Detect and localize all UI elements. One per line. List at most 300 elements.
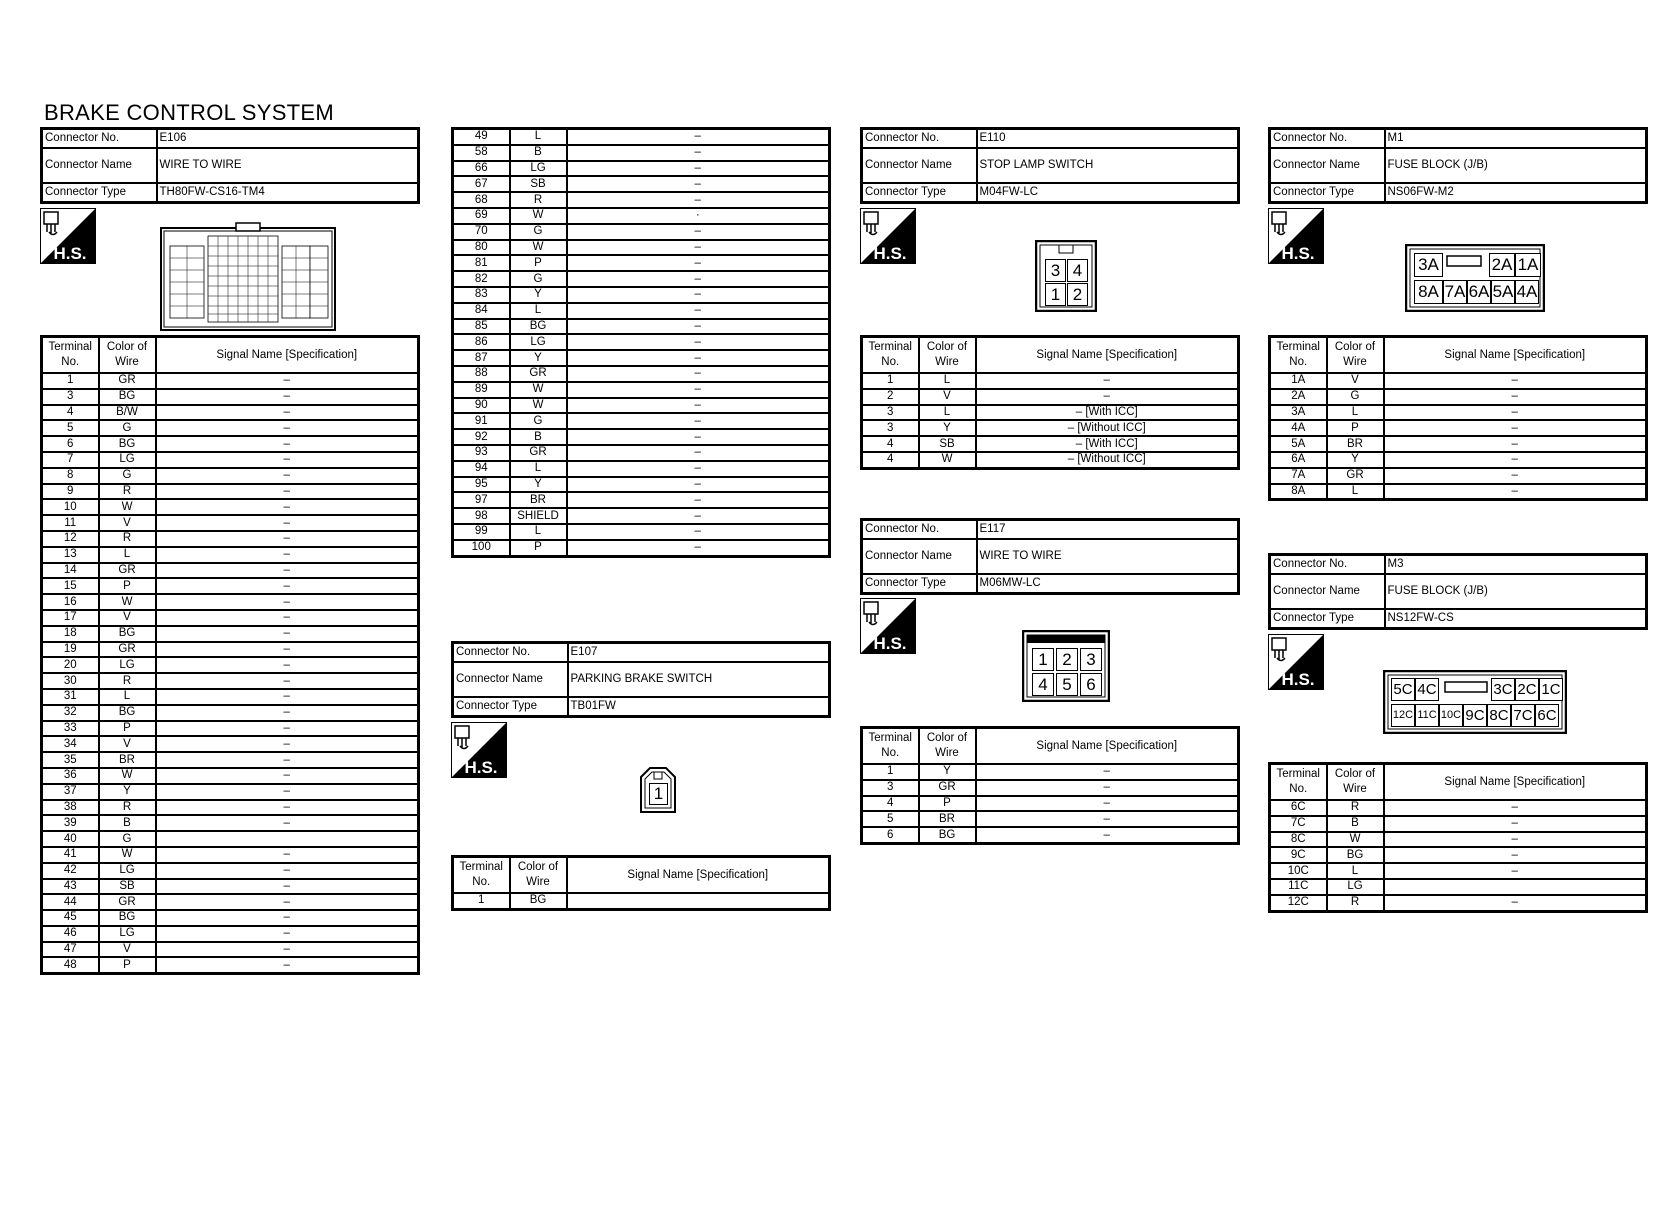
signal-name-cell: – — [567, 366, 830, 382]
terminal-row — [453, 334, 830, 350]
wire-color-cell: B — [1327, 816, 1384, 832]
terminal-no-cell: 69 — [453, 208, 510, 224]
terminal-no-cell: 43 — [42, 879, 99, 895]
wire-color-cell: P — [510, 255, 567, 271]
terminal-row — [453, 129, 830, 145]
terminal-row — [42, 547, 419, 563]
pin-1: 1 — [1032, 648, 1054, 671]
signal-name-cell: – — [156, 484, 419, 500]
terminal-row — [453, 413, 830, 429]
terminal-no-cell: 4 — [862, 436, 919, 452]
terminal-no-cell: 70 — [453, 224, 510, 240]
terminal-row — [862, 811, 1239, 827]
signal-name-cell: – — [156, 373, 419, 389]
signal-name-cell: – — [1384, 452, 1647, 468]
terminal-row — [42, 705, 419, 721]
signal-name-cell: – — [976, 373, 1239, 389]
wire-color-cell: BG — [99, 626, 156, 642]
wire-color-cell: GR — [1327, 468, 1384, 484]
e107-terminal-table — [451, 855, 831, 911]
connector-type-value: M06MW-LC — [977, 574, 1239, 594]
terminal-table — [1268, 335, 1648, 501]
m3-terminal-table — [1268, 762, 1648, 913]
terminal-row — [42, 800, 419, 816]
terminal-no-cell: 3 — [42, 389, 99, 405]
signal-name-cell: – — [156, 420, 419, 436]
signal-name-cell: – — [156, 452, 419, 468]
terminal-row — [453, 429, 830, 445]
signal-name-cell: – — [567, 303, 830, 319]
terminal-row — [862, 827, 1239, 843]
color-header: Color of Wire — [99, 337, 156, 374]
terminal-row — [862, 420, 1239, 436]
signal-name-cell: – — [156, 847, 419, 863]
terminal-no-cell: 42 — [42, 863, 99, 879]
connector-name-label: Connector Name — [42, 148, 157, 183]
m1-terminal-table — [1268, 335, 1648, 501]
terminal-row — [42, 436, 419, 452]
signal-name-cell: – — [1384, 895, 1647, 911]
terminal-no-cell: 11 — [42, 515, 99, 531]
signal-name-cell: – — [156, 578, 419, 594]
pin-2a: 2A — [1489, 253, 1515, 277]
signal-name-cell: – [Without ICC] — [976, 452, 1239, 468]
connector-no-label: Connector No. — [42, 129, 157, 149]
terminal-rows — [862, 764, 1239, 843]
terminal-table — [860, 335, 1240, 470]
terminal-no-cell: 88 — [453, 366, 510, 382]
terminal-table — [451, 127, 831, 558]
signal-name-cell: – — [156, 515, 419, 531]
connector-type-value: M04FW-LC — [977, 183, 1239, 203]
signal-name-cell: – — [1384, 468, 1647, 484]
svg-text:H.S.: H.S. — [464, 758, 498, 777]
svg-text:H.S.: H.S. — [53, 244, 87, 263]
pin-6a: 6A — [1467, 280, 1491, 304]
wire-color-cell: B — [510, 145, 567, 161]
wire-color-cell: W — [99, 499, 156, 515]
terminal-row — [453, 240, 830, 256]
terminal-no-cell: 12 — [42, 531, 99, 547]
terminal-row — [42, 752, 419, 768]
terminal-no-cell: 87 — [453, 350, 510, 366]
terminal-no-cell: 81 — [453, 255, 510, 271]
signal-name-cell: – — [567, 129, 830, 145]
wire-color-cell: L — [1327, 484, 1384, 500]
terminal-no-cell: 6A — [1270, 452, 1327, 468]
connector-type-value: NS06FW-M2 — [1385, 183, 1647, 203]
wire-color-cell: SB — [919, 436, 976, 452]
signal-name-cell: – — [156, 547, 419, 563]
terminal-rows — [1270, 373, 1647, 500]
signal-name-cell: – — [567, 240, 830, 256]
terminal-no-header: Terminal No. — [453, 857, 510, 894]
terminal-row — [42, 673, 419, 689]
pin-10c: 10C — [1439, 704, 1463, 727]
e107-connector-face-diagram — [638, 765, 678, 815]
wire-color-cell: B — [510, 429, 567, 445]
terminal-no-cell: 38 — [42, 800, 99, 816]
wire-color-cell: BG — [99, 705, 156, 721]
connector-type-value: TB01FW — [568, 697, 830, 717]
terminal-row — [42, 926, 419, 942]
terminal-no-cell: 83 — [453, 287, 510, 303]
terminal-no-cell: 2 — [862, 389, 919, 405]
terminal-no-cell: 90 — [453, 398, 510, 414]
signal-name-cell: – — [156, 800, 419, 816]
signal-name-cell: – — [976, 796, 1239, 812]
terminal-no-cell: 1 — [862, 764, 919, 780]
terminal-no-cell: 6 — [862, 827, 919, 843]
terminal-table — [860, 726, 1240, 845]
terminal-row — [1270, 373, 1647, 389]
terminal-row — [453, 161, 830, 177]
e106-connector-face-diagram — [160, 222, 336, 337]
pin-11c: 11C — [1415, 704, 1439, 727]
terminal-no-header: Terminal No. — [1270, 337, 1327, 374]
signal-name-cell: – — [156, 563, 419, 579]
signal-name-cell: – — [156, 894, 419, 910]
wire-color-cell: Y — [919, 420, 976, 436]
wire-color-cell: G — [99, 831, 156, 847]
terminal-no-cell: 45 — [42, 910, 99, 926]
terminal-no-header: Terminal No. — [1270, 764, 1327, 801]
terminal-row — [862, 764, 1239, 780]
e110-connector-face-diagram — [1035, 240, 1097, 312]
terminal-row — [1270, 420, 1647, 436]
connector-name-value: STOP LAMP SWITCH — [977, 148, 1239, 183]
connector-m1 — [1268, 127, 1648, 204]
terminal-no-cell: 4 — [42, 405, 99, 421]
terminal-rows — [42, 373, 419, 974]
connector-no-label: Connector No. — [1270, 555, 1385, 575]
wire-color-cell: Y — [99, 784, 156, 800]
signal-name-cell: – — [156, 957, 419, 973]
terminal-row — [42, 610, 419, 626]
terminal-no-cell: 33 — [42, 721, 99, 737]
signal-name-cell: – — [567, 350, 830, 366]
terminal-table — [451, 855, 831, 911]
wire-color-cell: W — [919, 452, 976, 468]
svg-text:H.S.: H.S. — [873, 634, 907, 653]
wire-color-cell: GR — [99, 563, 156, 579]
connector-no-value: E110 — [977, 129, 1239, 149]
connector-name-label: Connector Name — [862, 539, 977, 574]
terminal-no-cell: 89 — [453, 382, 510, 398]
wire-color-cell: GR — [919, 780, 976, 796]
signal-name-cell: – — [1384, 484, 1647, 500]
terminal-row — [1270, 832, 1647, 848]
wire-color-cell: V — [99, 736, 156, 752]
terminal-no-cell: 6C — [1270, 800, 1327, 816]
terminal-no-cell: 13 — [42, 547, 99, 563]
signal-name-cell — [156, 831, 419, 847]
connector-name-value: FUSE BLOCK (J/B) — [1385, 574, 1647, 609]
terminal-row — [453, 893, 830, 909]
terminal-row — [42, 499, 419, 515]
terminal-row — [42, 942, 419, 958]
signal-name-cell: – — [156, 736, 419, 752]
signal-name-cell: – — [156, 752, 419, 768]
wire-color-cell: L — [510, 129, 567, 145]
connector-type-label: Connector Type — [1270, 609, 1385, 629]
connector-name-value: PARKING BRAKE SWITCH — [568, 662, 830, 697]
pin-6: 6 — [1080, 673, 1102, 696]
wire-color-cell: R — [1327, 800, 1384, 816]
terminal-row — [1270, 800, 1647, 816]
terminal-row — [862, 796, 1239, 812]
terminal-no-cell: 41 — [42, 847, 99, 863]
wire-color-cell: L — [510, 524, 567, 540]
terminal-row — [862, 373, 1239, 389]
wire-color-cell: W — [1327, 832, 1384, 848]
terminal-no-cell: 14 — [42, 563, 99, 579]
terminal-table — [1268, 762, 1648, 913]
terminal-row — [1270, 879, 1647, 895]
terminal-no-cell: 93 — [453, 445, 510, 461]
terminal-row — [453, 224, 830, 240]
terminal-row — [453, 398, 830, 414]
signal-name-cell: – — [567, 398, 830, 414]
terminal-row — [42, 420, 419, 436]
terminal-no-cell: 8 — [42, 468, 99, 484]
terminal-no-cell: 9C — [1270, 847, 1327, 863]
terminal-no-cell: 32 — [42, 705, 99, 721]
terminal-row — [42, 515, 419, 531]
pin-1c: 1C — [1539, 678, 1563, 701]
terminal-no-cell: 8A — [1270, 484, 1327, 500]
wire-color-cell: V — [919, 389, 976, 405]
signal-name-cell: – — [156, 389, 419, 405]
terminal-no-cell: 99 — [453, 524, 510, 540]
wire-color-cell: BR — [919, 811, 976, 827]
terminal-no-cell: 34 — [42, 736, 99, 752]
terminal-no-cell: 17 — [42, 610, 99, 626]
signal-header: Signal Name [Specification] — [976, 728, 1239, 765]
connector-no-label: Connector No. — [453, 643, 568, 663]
signal-name-cell: – — [567, 540, 830, 556]
signal-header: Signal Name [Specification] — [156, 337, 419, 374]
wire-color-cell: P — [919, 796, 976, 812]
terminal-row — [453, 145, 830, 161]
signal-header: Signal Name [Specification] — [1384, 337, 1647, 374]
wire-color-cell: BG — [99, 910, 156, 926]
terminal-no-cell: 4 — [862, 452, 919, 468]
connector-name-label: Connector Name — [862, 148, 977, 183]
terminal-no-cell: 85 — [453, 319, 510, 335]
terminal-row — [42, 831, 419, 847]
terminal-row — [453, 445, 830, 461]
signal-name-cell: – — [1384, 800, 1647, 816]
wire-color-cell: Y — [510, 287, 567, 303]
connector-info-table — [860, 127, 1240, 204]
connector-info-table — [451, 641, 831, 718]
connector-info-table — [40, 127, 420, 204]
terminal-no-cell: 3 — [862, 405, 919, 421]
pin-1: 1 — [1045, 283, 1066, 306]
terminal-row — [1270, 895, 1647, 911]
terminal-no-cell: 10 — [42, 499, 99, 515]
terminal-row — [42, 736, 419, 752]
terminal-no-cell: 84 — [453, 303, 510, 319]
terminal-row — [1270, 863, 1647, 879]
wire-color-cell: L — [919, 373, 976, 389]
terminal-no-cell: 2A — [1270, 389, 1327, 405]
harness-side-icon — [860, 208, 916, 264]
wire-color-cell: W — [99, 594, 156, 610]
wire-color-cell: LG — [99, 657, 156, 673]
wire-color-cell: GR — [510, 366, 567, 382]
terminal-row — [862, 389, 1239, 405]
connector-name-value: FUSE BLOCK (J/B) — [1385, 148, 1647, 183]
wire-color-cell: G — [99, 468, 156, 484]
connector-e107 — [451, 641, 831, 718]
connector-name-value: WIRE TO WIRE — [977, 539, 1239, 574]
signal-name-cell — [1384, 879, 1647, 895]
wire-color-cell: W — [510, 208, 567, 224]
harness-side-icon — [1268, 208, 1324, 264]
page-title: BRAKE CONTROL SYSTEM — [44, 100, 335, 125]
terminal-rows — [862, 373, 1239, 468]
wire-color-cell: G — [510, 413, 567, 429]
terminal-row — [42, 389, 419, 405]
terminal-row — [1270, 436, 1647, 452]
terminal-row — [42, 910, 419, 926]
pin-3c: 3C — [1491, 678, 1515, 701]
wire-color-cell: P — [510, 540, 567, 556]
terminal-row — [42, 531, 419, 547]
wire-color-cell: BG — [510, 893, 567, 909]
terminal-row — [42, 689, 419, 705]
signal-name-cell: – — [1384, 847, 1647, 863]
signal-name-cell: – — [567, 145, 830, 161]
color-header: Color of Wire — [1327, 337, 1384, 374]
signal-name-cell: – — [976, 764, 1239, 780]
terminal-rows — [453, 129, 830, 557]
signal-name-cell: – — [567, 192, 830, 208]
wire-color-cell: BG — [99, 436, 156, 452]
pin-8c: 8C — [1487, 704, 1511, 727]
pin-12c: 12C — [1391, 704, 1415, 727]
wire-color-cell: BR — [99, 752, 156, 768]
terminal-no-cell: 95 — [453, 477, 510, 493]
terminal-no-cell: 68 — [453, 192, 510, 208]
wire-color-cell: BR — [510, 492, 567, 508]
wire-color-cell: BG — [1327, 847, 1384, 863]
signal-name-cell: – — [156, 610, 419, 626]
terminal-no-cell: 16 — [42, 594, 99, 610]
terminal-no-cell: 1A — [1270, 373, 1327, 389]
wire-color-cell: GR — [99, 894, 156, 910]
harness-side-icon — [1268, 634, 1324, 690]
connector-type-label: Connector Type — [453, 697, 568, 717]
wire-color-cell: LG — [1327, 879, 1384, 895]
wire-color-cell: BG — [99, 389, 156, 405]
terminal-row — [1270, 405, 1647, 421]
wire-color-cell: G — [510, 224, 567, 240]
signal-name-cell: – — [567, 429, 830, 445]
connector-name-value: WIRE TO WIRE — [157, 148, 419, 183]
signal-name-cell: – — [156, 405, 419, 421]
wire-color-cell: GR — [99, 373, 156, 389]
wire-color-cell: LG — [99, 863, 156, 879]
terminal-no-header: Terminal No. — [42, 337, 99, 374]
connector-no-value: E107 — [568, 643, 830, 663]
wire-color-cell: LG — [99, 452, 156, 468]
signal-name-cell: – — [156, 721, 419, 737]
terminal-no-cell: 20 — [42, 657, 99, 673]
connector-type-value: TH80FW-CS16-TM4 — [157, 183, 419, 203]
wire-color-cell: LG — [99, 926, 156, 942]
signal-header: Signal Name [Specification] — [976, 337, 1239, 374]
signal-name-cell: · — [567, 208, 830, 224]
signal-name-cell: – — [567, 224, 830, 240]
signal-name-cell: – — [156, 626, 419, 642]
signal-name-cell: – — [156, 942, 419, 958]
svg-text:H.S.: H.S. — [1281, 670, 1315, 689]
wire-color-cell: L — [919, 405, 976, 421]
connector-no-label: Connector No. — [862, 129, 977, 149]
wire-color-cell: W — [510, 240, 567, 256]
signal-name-cell: – — [156, 879, 419, 895]
terminal-no-cell: 5A — [1270, 436, 1327, 452]
signal-name-cell: – [Without ICC] — [976, 420, 1239, 436]
connector-type-value: NS12FW-CS — [1385, 609, 1647, 629]
terminal-no-cell: 7 — [42, 452, 99, 468]
wire-color-cell: W — [99, 768, 156, 784]
terminal-no-cell: 67 — [453, 176, 510, 192]
terminal-row — [453, 176, 830, 192]
terminal-no-cell: 91 — [453, 413, 510, 429]
terminal-row — [42, 657, 419, 673]
wire-color-cell: L — [1327, 863, 1384, 879]
terminal-table — [40, 335, 420, 975]
terminal-no-cell: 58 — [453, 145, 510, 161]
terminal-no-cell: 3A — [1270, 405, 1327, 421]
terminal-row — [453, 508, 830, 524]
wire-color-cell: SB — [99, 879, 156, 895]
signal-name-cell: – — [567, 176, 830, 192]
terminal-no-cell: 1 — [453, 893, 510, 909]
terminal-no-cell: 12C — [1270, 895, 1327, 911]
harness-side-icon — [451, 722, 507, 778]
signal-name-cell: – — [156, 499, 419, 515]
signal-name-cell: – — [156, 784, 419, 800]
wire-color-cell: LG — [510, 334, 567, 350]
wire-color-cell: Y — [510, 350, 567, 366]
terminal-no-cell: 7A — [1270, 468, 1327, 484]
terminal-no-cell: 44 — [42, 894, 99, 910]
wire-color-cell: L — [1327, 405, 1384, 421]
terminal-no-cell: 47 — [42, 942, 99, 958]
signal-name-cell: – — [567, 382, 830, 398]
signal-name-cell: – — [567, 334, 830, 350]
pin-1a: 1A — [1515, 253, 1541, 277]
signal-name-cell: – — [567, 413, 830, 429]
svg-text:H.S.: H.S. — [873, 244, 907, 263]
wire-color-cell: L — [510, 303, 567, 319]
color-header: Color of Wire — [919, 728, 976, 765]
wire-color-cell: Y — [1327, 452, 1384, 468]
terminal-no-cell: 94 — [453, 461, 510, 477]
terminal-row — [1270, 452, 1647, 468]
pin-1: 1 — [649, 783, 668, 805]
signal-name-cell: – — [156, 531, 419, 547]
pin-2: 2 — [1067, 283, 1088, 306]
terminal-no-cell: 86 — [453, 334, 510, 350]
terminal-no-cell: 3 — [862, 420, 919, 436]
terminal-no-cell: 39 — [42, 815, 99, 831]
